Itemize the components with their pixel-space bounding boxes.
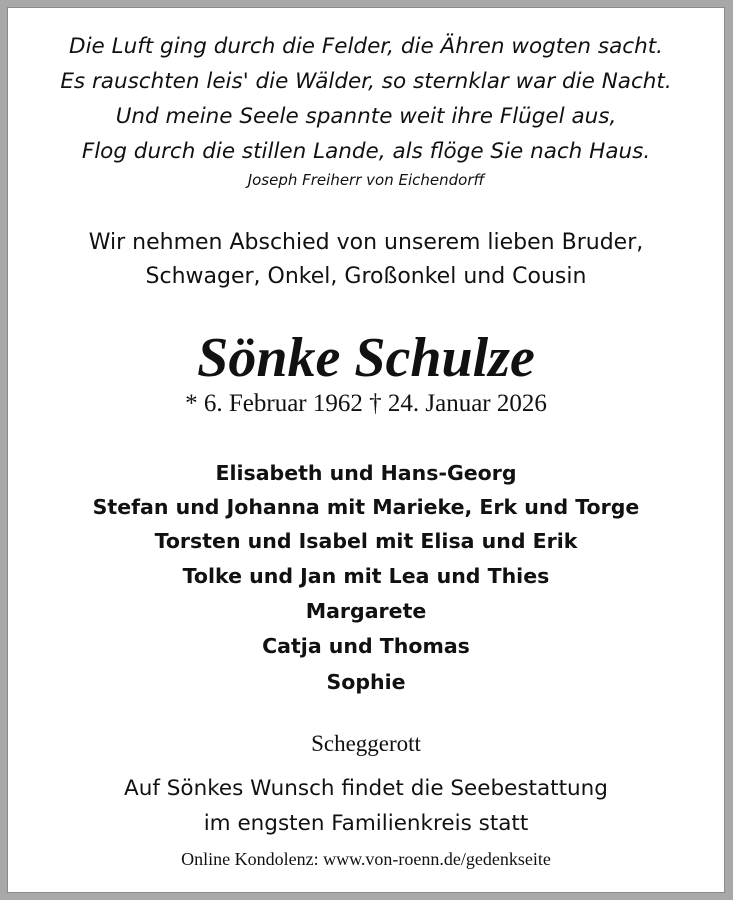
online-condolence: Online Kondolenz: www.von-roenn.de/gedenkseite: [181, 849, 551, 869]
mourner-line: Margarete: [305, 599, 427, 623]
notice-line: Auf Sönkes Wunsch findet die Seebestattung: [124, 776, 608, 801]
notice-line: im engsten Familienkreis statt: [203, 811, 529, 836]
poem-line: Flog durch die stillen Lande, als flöge Sie nach Haus.: [81, 139, 651, 164]
intro-line: Wir nehmen Abschied von unserem lieben Bruder,: [88, 230, 644, 255]
mourner-line: Stefan und Johanna mit Marieke, Erk und Torge: [92, 495, 640, 519]
mourner-line: Elisabeth und Hans-Georg: [215, 461, 517, 485]
poem-line: Die Luft ging durch die Felder, die Ähren wogten sacht.: [69, 34, 663, 59]
life-dates: * 6. Februar 1962 † 24. Januar 2026: [185, 390, 547, 417]
mourner-line: Catja und Thomas: [262, 634, 470, 658]
intro-line: Schwager, Onkel, Großonkel und Cousin: [145, 264, 587, 289]
poem-line: Es rauschten leis' die Wälder, so sternklar war die Nacht.: [60, 69, 672, 94]
poem-author: Joseph Freiherr von Eichendorff: [247, 171, 485, 189]
place: Scheggerott: [311, 731, 421, 756]
deceased-name: Sönke Schulze: [197, 327, 535, 389]
mourner-line: Tolke und Jan mit Lea und Thies: [182, 564, 550, 588]
mourner-line: Sophie: [326, 670, 406, 694]
obituary-card: [7, 7, 725, 893]
mourner-line: Torsten und Isabel mit Elisa und Erik: [154, 529, 578, 553]
poem-line: Und meine Seele spannte weit ihre Flügel aus,: [115, 104, 617, 129]
